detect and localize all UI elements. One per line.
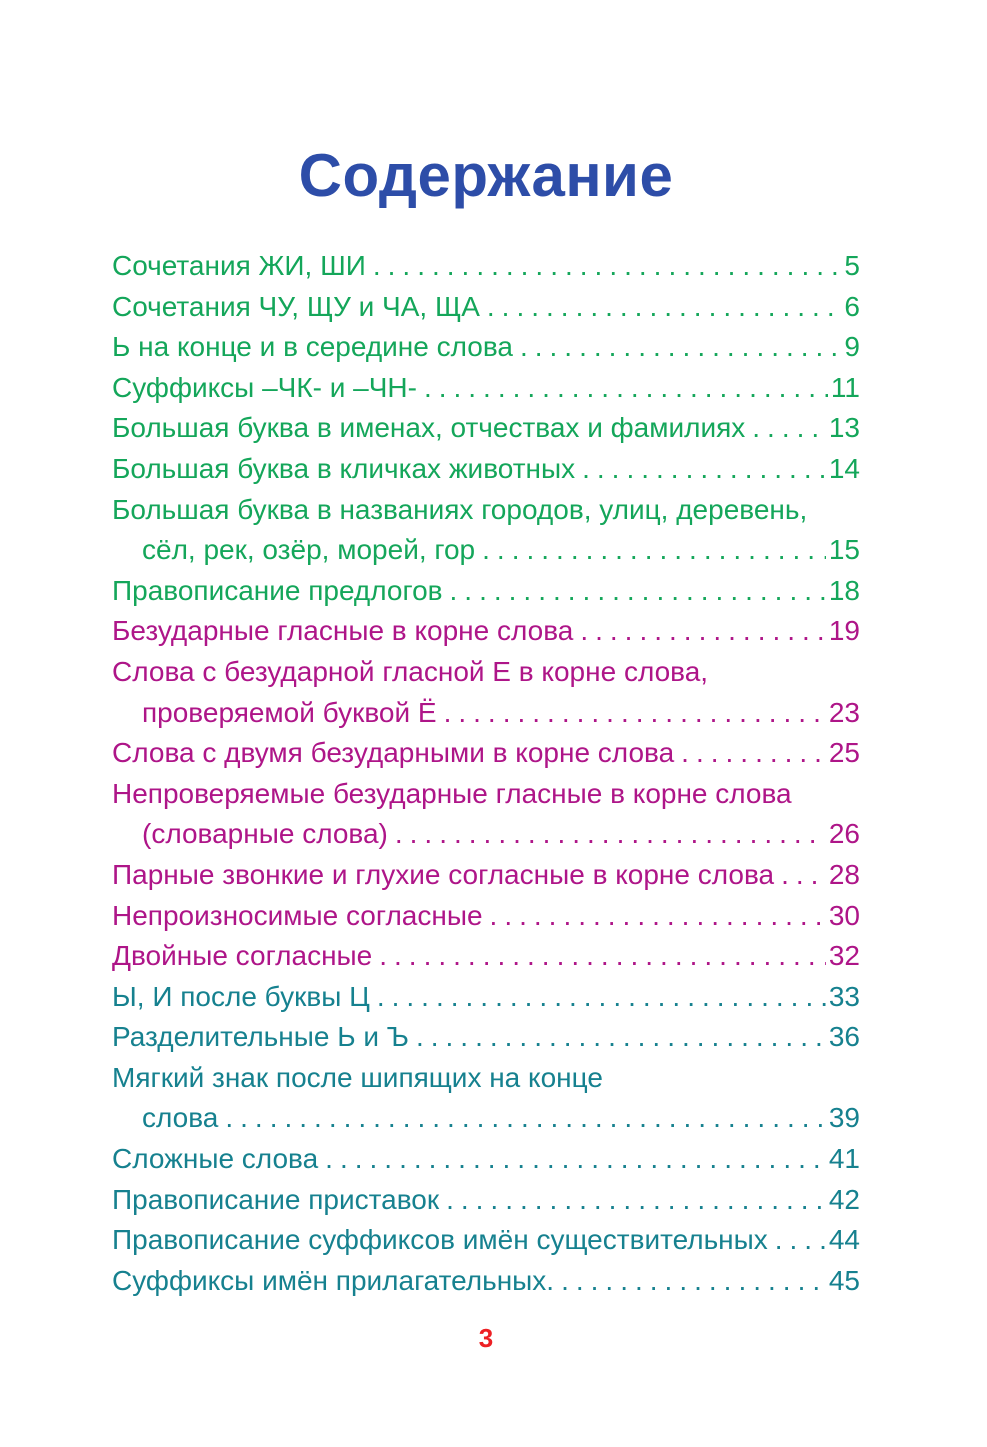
toc-page-number: 9 bbox=[844, 331, 860, 363]
toc-entry-line bbox=[112, 774, 860, 815]
toc-entry-text: Слова с двумя безударными в корне слова bbox=[112, 737, 675, 769]
toc-entry-line bbox=[112, 936, 860, 977]
toc-page-number: 44 bbox=[828, 1224, 860, 1256]
toc-entry-text: Разделительные Ь и Ъ bbox=[112, 1021, 409, 1053]
toc-entry-line bbox=[112, 1180, 860, 1221]
toc-entry-text: Ь на конце и в середине слова bbox=[112, 331, 513, 363]
toc-entry-text: Непроверяемые безударные гласные в корне слова bbox=[112, 777, 792, 809]
toc-entry-line bbox=[112, 530, 860, 571]
toc-entry-line bbox=[112, 246, 860, 287]
toc-entry-line bbox=[112, 855, 860, 896]
toc-entry-line bbox=[112, 571, 860, 612]
toc-entry-text: проверяемой буквой Ё bbox=[142, 696, 437, 728]
toc-entry-line bbox=[112, 814, 860, 855]
toc-dot-leader bbox=[575, 449, 826, 490]
toc-entry-line bbox=[112, 1058, 860, 1099]
toc-page-number: 32 bbox=[828, 940, 860, 972]
toc-entry-text: Правописание суффиксов имён существительных bbox=[112, 1224, 768, 1256]
toc-entry-line bbox=[112, 693, 860, 734]
toc-entry-line bbox=[112, 611, 860, 652]
toc-page-number: 5 bbox=[844, 250, 860, 281]
toc-page-number: 33 bbox=[828, 980, 860, 1012]
toc-page-number: 11 bbox=[830, 371, 860, 403]
toc-list bbox=[112, 246, 860, 1301]
toc-entry-line bbox=[112, 1261, 860, 1302]
toc-dot-leader bbox=[475, 530, 826, 571]
toc-page-number: 18 bbox=[828, 574, 860, 606]
toc-entry-text: Правописание приставок bbox=[112, 1183, 440, 1215]
toc-page-number: 23 bbox=[828, 696, 860, 728]
toc-entry-text: Правописание предлогов bbox=[112, 574, 443, 606]
toc-entry-text: Двойные согласные bbox=[112, 940, 373, 972]
toc-dot-leader bbox=[388, 814, 826, 855]
toc-dot-leader bbox=[437, 693, 826, 734]
toc-entry-text: (словарные слова) bbox=[142, 818, 388, 850]
toc-entry-line bbox=[112, 287, 860, 328]
toc-entry-text: Большая буква в кличках животных bbox=[112, 452, 576, 484]
toc-dot-leader bbox=[417, 368, 828, 409]
toc-entry-text: Большая буква в названиях городов, улиц, деревень, bbox=[112, 493, 808, 525]
page-title: Содержание bbox=[298, 142, 674, 209]
toc-page-number: 25 bbox=[828, 737, 860, 769]
toc-entry-line bbox=[112, 1220, 860, 1261]
toc-page-number: 45 bbox=[828, 1264, 860, 1296]
toc-dot-leader bbox=[409, 1017, 826, 1058]
toc-dot-leader bbox=[573, 611, 826, 652]
toc-entry-text: Парные звонкие и глухие согласные в корне слова bbox=[112, 858, 775, 890]
toc-entry-line bbox=[112, 1139, 860, 1180]
toc-dot-leader bbox=[480, 287, 842, 328]
toc-entry-text: Мягкий знак после шипящих на конце bbox=[112, 1061, 603, 1093]
toc-entry-text: Сочетания ЖИ, ШИ bbox=[112, 250, 366, 281]
toc-entry-text: Сложные слова bbox=[112, 1143, 319, 1175]
toc-dot-leader bbox=[443, 571, 826, 612]
toc-entry-line bbox=[112, 368, 860, 409]
toc-entry-line bbox=[112, 408, 860, 449]
toc-dot-leader bbox=[370, 977, 826, 1018]
toc-entry-text: Непроизносимые согласные bbox=[112, 899, 483, 931]
toc-entry-text: Суффиксы имён прилагательных. bbox=[112, 1264, 555, 1296]
toc-entry-line bbox=[112, 977, 860, 1018]
toc-page-number: 15 bbox=[828, 534, 860, 566]
toc-entry-line bbox=[112, 1017, 860, 1058]
toc-dot-leader bbox=[674, 733, 826, 774]
toc-dot-leader bbox=[372, 936, 826, 977]
toc-page-number: 41 bbox=[828, 1143, 860, 1175]
toc-entry-line bbox=[112, 652, 860, 693]
page-number: 3 bbox=[478, 1323, 494, 1354]
toc-entry-text: сёл, рек, озёр, морей, гор bbox=[142, 534, 476, 566]
toc-entry-line bbox=[112, 896, 860, 937]
toc-dot-leader bbox=[513, 327, 841, 368]
toc-entry-line bbox=[112, 733, 860, 774]
toc-page-number: 14 bbox=[828, 452, 860, 484]
toc-dot-leader bbox=[774, 855, 826, 896]
toc-page-number: 26 bbox=[828, 818, 860, 850]
toc-entry-line bbox=[112, 327, 860, 368]
toc-page-number: 28 bbox=[828, 858, 860, 890]
toc-page-number: 36 bbox=[828, 1021, 860, 1053]
toc-entry-text: Безударные гласные в корне слова bbox=[112, 615, 574, 647]
toc-page-number: 13 bbox=[828, 412, 860, 444]
toc-entry-text: Суффиксы –ЧК- и –ЧН- bbox=[112, 371, 417, 403]
toc-dot-leader bbox=[318, 1139, 826, 1180]
toc-page-number: 6 bbox=[844, 290, 860, 322]
toc-entry-text: Большая буква в именах, отчествах и фамилиях bbox=[112, 412, 746, 444]
toc-entry-line bbox=[112, 490, 860, 531]
toc-entry-text: Ы, И после буквы Ц bbox=[112, 980, 370, 1012]
toc-entry-text: слова bbox=[142, 1102, 219, 1134]
toc-entry-line bbox=[112, 449, 860, 490]
toc-entry-line bbox=[112, 1098, 860, 1139]
toc-page-number: 42 bbox=[828, 1183, 860, 1215]
toc-dot-leader bbox=[366, 246, 842, 287]
toc-dot-leader bbox=[483, 896, 826, 937]
toc-page-number: 39 bbox=[828, 1102, 860, 1134]
toc-page-number: 19 bbox=[828, 615, 860, 647]
toc-dot-leader bbox=[745, 408, 826, 449]
toc-entry-text: Сочетания ЧУ, ЩУ и ЧА, ЩА bbox=[112, 290, 480, 322]
toc-dot-leader bbox=[439, 1180, 826, 1221]
toc-entry-text: Слова с безударной гласной Е в корне слова, bbox=[112, 655, 709, 687]
toc-dot-leader bbox=[218, 1098, 825, 1139]
toc-dot-leader bbox=[554, 1261, 826, 1302]
toc-page-number: 30 bbox=[828, 899, 860, 931]
toc-dot-leader bbox=[768, 1220, 826, 1261]
